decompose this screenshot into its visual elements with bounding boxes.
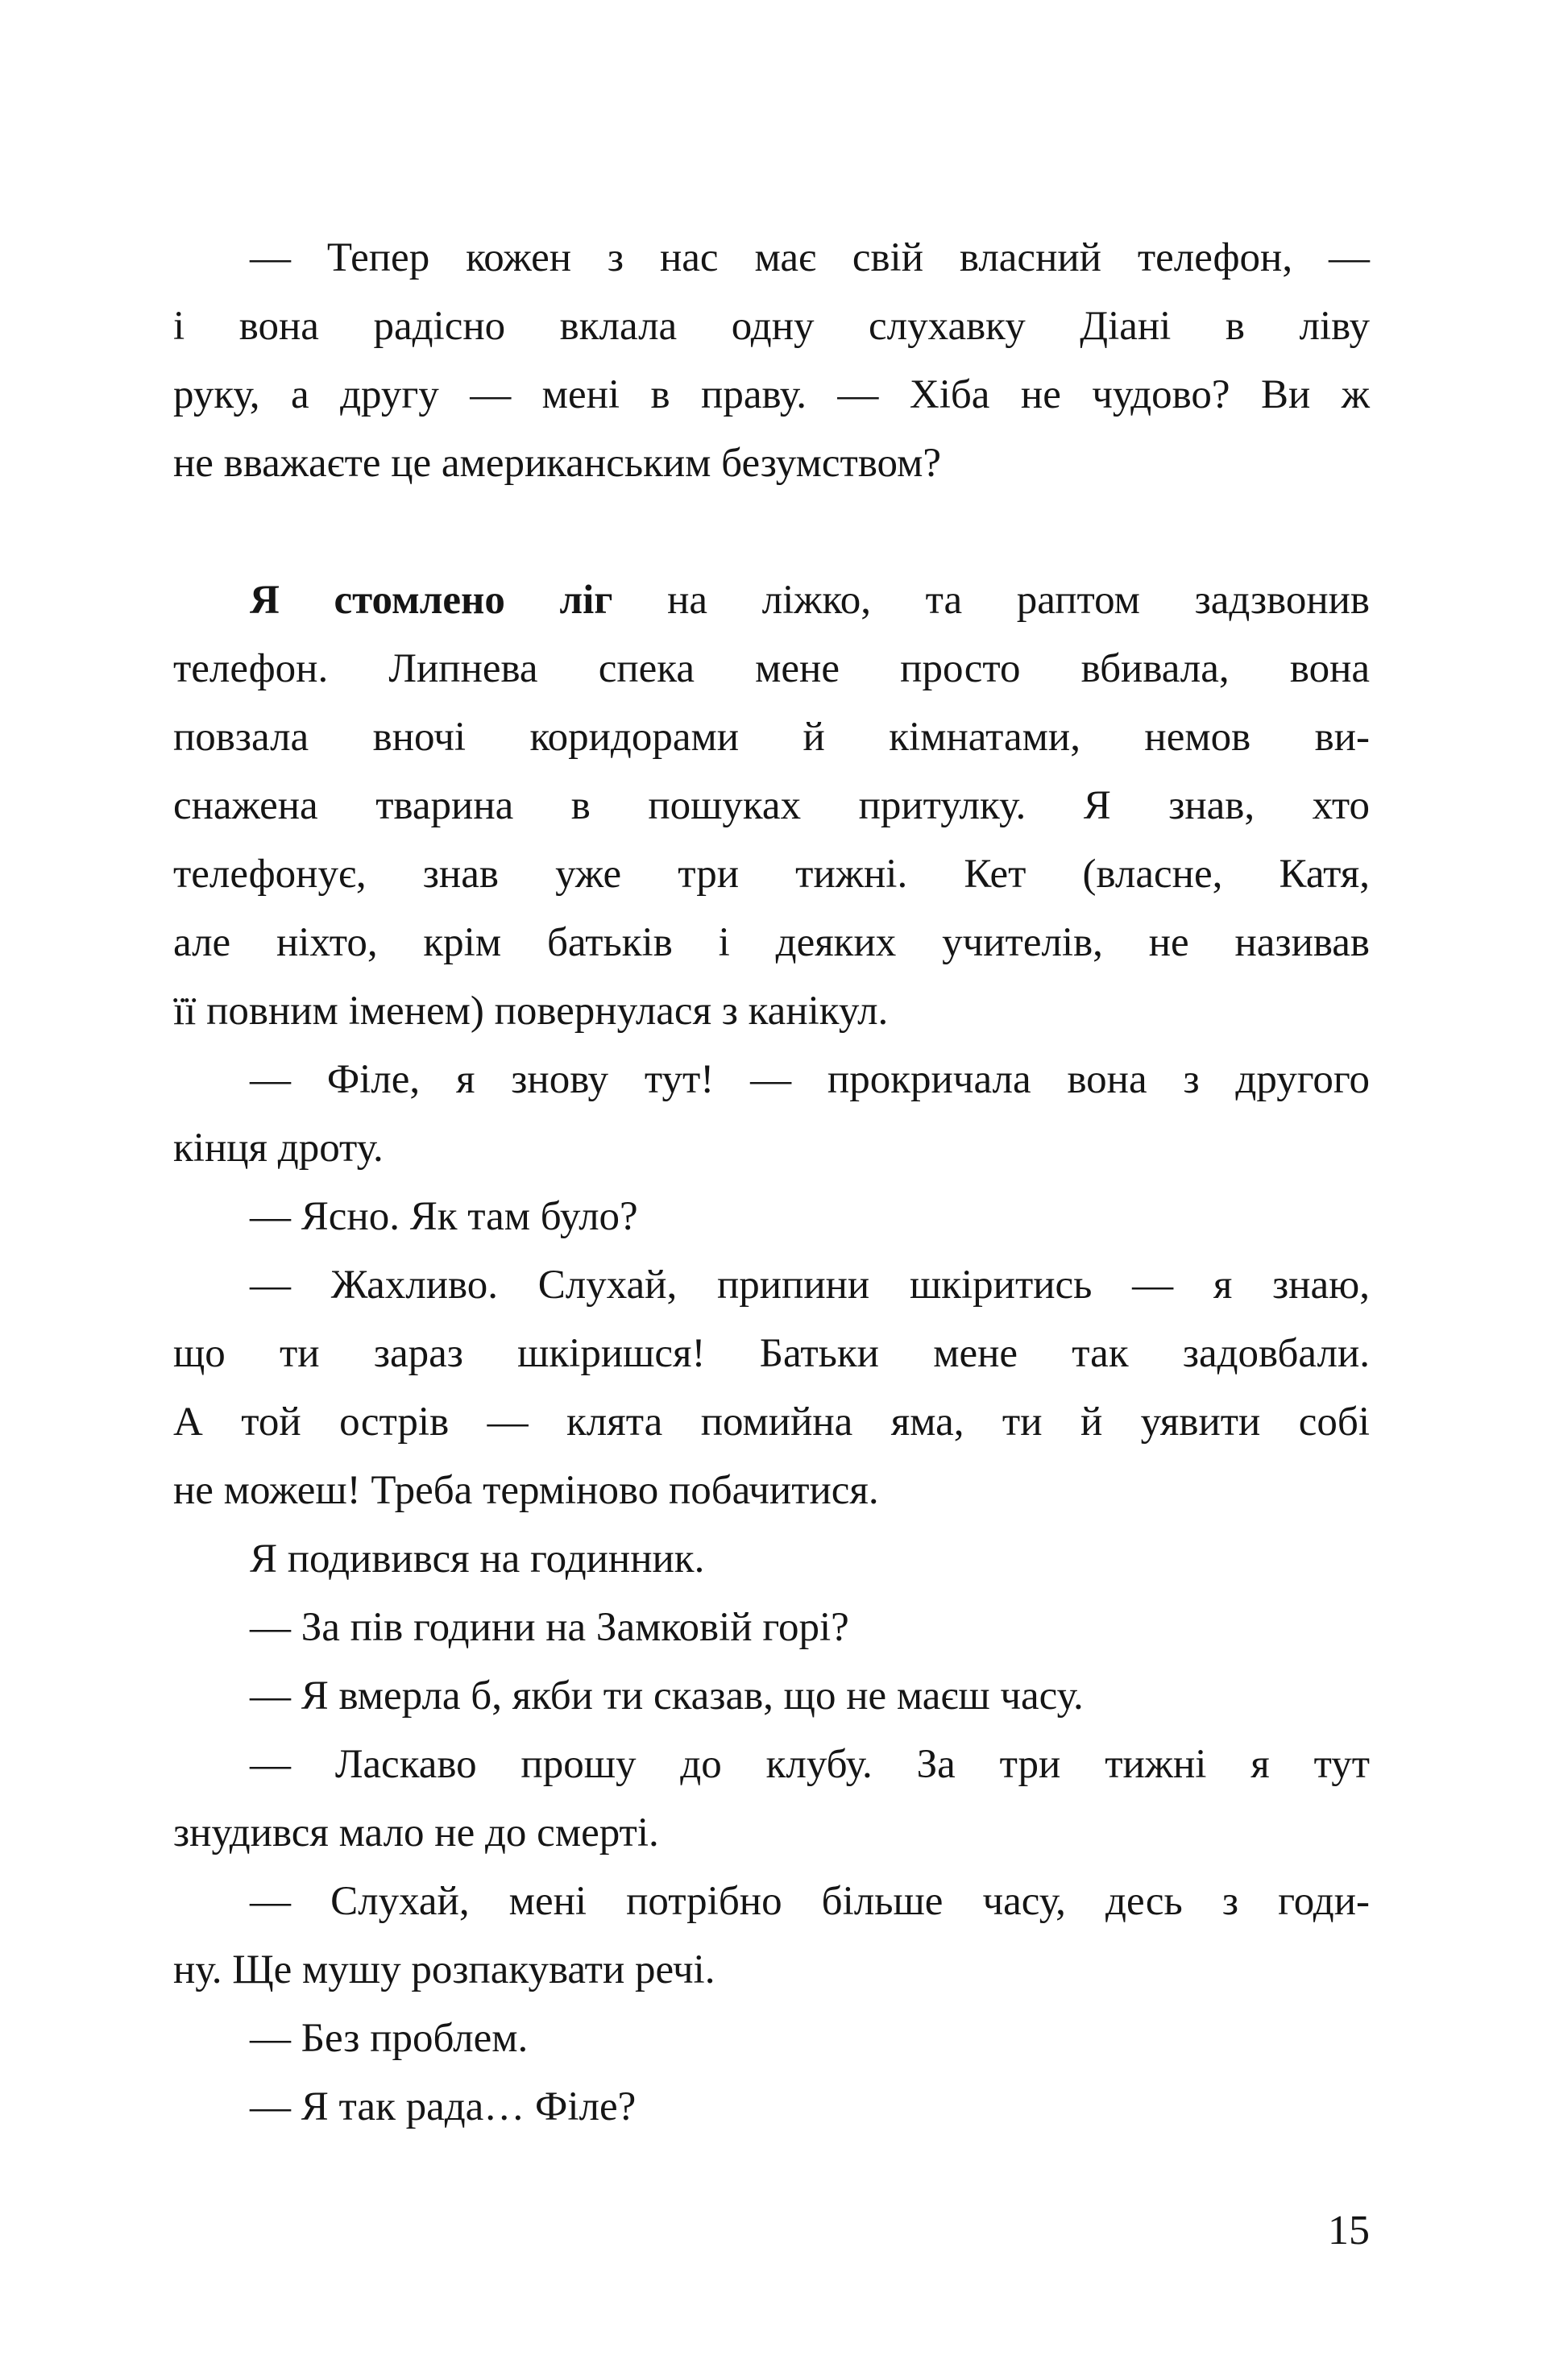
- text-line: [173, 1525, 1370, 1594]
- text-line: [173, 909, 1370, 977]
- text-line: [173, 1594, 1370, 1662]
- paragraph: [173, 2005, 1370, 2073]
- paragraph: [173, 1183, 1370, 1251]
- text-line: [173, 977, 1370, 1046]
- text-segment: — Тепер кожен з нас має свій власний телефон, —: [250, 235, 1370, 280]
- paragraph: [173, 1251, 1370, 1525]
- paragraph: [173, 1594, 1370, 1662]
- text-line: [173, 1868, 1370, 1936]
- text-segment: ну. Ще мушу розпакувати речі.: [173, 1947, 715, 1992]
- text-line: [173, 1320, 1370, 1388]
- text-line: [173, 1183, 1370, 1251]
- text-segment: руку, а другу — мені в праву. — Хіба не чудово? Ви ж: [173, 372, 1370, 417]
- text-segment: А той острів — клята помийна яма, ти й уявити собі: [173, 1399, 1370, 1445]
- text-segment: телефонує, знав уже три тижні. Кет (власне, Катя,: [173, 852, 1370, 897]
- text-segment: — Я вмерла б, якби ти сказав, що не маєш часу.: [250, 1673, 1084, 1719]
- text-line: [173, 1936, 1370, 2005]
- text-line: [173, 1251, 1370, 1320]
- text-block: [173, 224, 1370, 2142]
- text-segment: — Я так рада… Філе?: [250, 2084, 637, 2129]
- text-line: [173, 2005, 1370, 2073]
- paragraph: [173, 2073, 1370, 2142]
- text-line: [173, 703, 1370, 772]
- text-line: [173, 361, 1370, 429]
- text-segment: — Ясно. Як там було?: [250, 1194, 638, 1239]
- text-segment: — Слухай, мені потрібно більше часу, десь з годи-: [250, 1879, 1370, 1924]
- text-segment: на ліжко, та раптом задзвонив: [612, 578, 1370, 623]
- text-segment: — За пів години на Замковій горі?: [250, 1605, 849, 1650]
- text-segment: — Філе, я знову тут! — прокричала вона з другого: [250, 1057, 1370, 1102]
- paragraph: [173, 1868, 1370, 2005]
- paragraph: [173, 1525, 1370, 1594]
- text-segment: не вважаєте це американським безумством?: [173, 441, 941, 486]
- text-line: [173, 1799, 1370, 1868]
- text-segment: повзала вночі коридорами й кімнатами, немов ви-: [173, 715, 1370, 760]
- text-line: [173, 224, 1370, 292]
- text-segment: але ніхто, крім батьків і деяких учителів, не називав: [173, 920, 1370, 965]
- text-segment: — Жахливо. Слухай, припини шкіритись — я знаю,: [250, 1263, 1370, 1308]
- text-line: [173, 1114, 1370, 1183]
- text-line: [173, 429, 1370, 498]
- text-segment: Я подивився на годинник.: [250, 1536, 705, 1582]
- text-line: [173, 1388, 1370, 1457]
- paragraph: [173, 566, 1370, 1046]
- paragraph: [173, 224, 1370, 498]
- text-segment: не можеш! Треба терміново побачитися.: [173, 1468, 879, 1513]
- paragraph: [173, 1046, 1370, 1183]
- text-line: [173, 566, 1370, 635]
- text-segment: що ти зараз шкіришся! Батьки мене так задовбали.: [173, 1331, 1370, 1376]
- text-segment: знудився мало не до смерті.: [173, 1810, 659, 1855]
- text-segment: кінця дроту.: [173, 1126, 384, 1171]
- text-segment: — Без проблем.: [250, 2016, 529, 2061]
- text-segment: — Ласкаво прошу до клубу. За три тижні я тут: [250, 1742, 1370, 1787]
- text-segment: і вона радісно вклала одну слухавку Діані в ліву: [173, 304, 1370, 349]
- text-line: [173, 635, 1370, 703]
- paragraph: [173, 1731, 1370, 1868]
- paragraph: [173, 1662, 1370, 1731]
- page-number: 15: [1328, 2208, 1370, 2254]
- text-segment: телефон. Липнева спека мене просто вбивала, вона: [173, 646, 1370, 691]
- text-line: [173, 840, 1370, 909]
- text-segment: її повним іменем) повернулася з канікул.: [173, 989, 889, 1034]
- text-line: [173, 1046, 1370, 1114]
- text-line: [173, 1731, 1370, 1799]
- text-line: [173, 1457, 1370, 1525]
- text-line: [173, 1662, 1370, 1731]
- text-line: [173, 2073, 1370, 2142]
- bold-lead-in: Я стомлено ліг: [250, 578, 613, 623]
- text-segment: снажена тварина в пошуках притулку. Я знав, хто: [173, 783, 1370, 828]
- text-line: [173, 292, 1370, 361]
- text-line: [173, 772, 1370, 840]
